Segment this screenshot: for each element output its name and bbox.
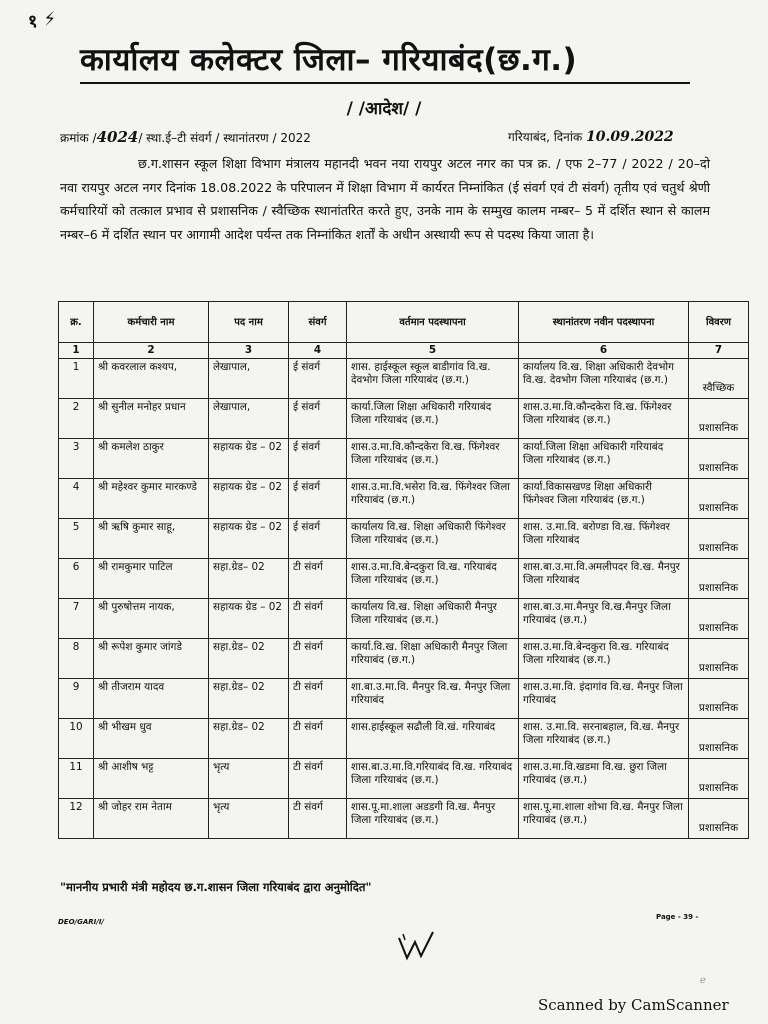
serial-cell: 11 — [59, 759, 94, 799]
new-posting-cell: शास. उ.मा.वि. बरोण्डा वि.ख. फिंगेश्वर जिला गरियाबंद — [519, 519, 689, 559]
column-number: 3 — [209, 343, 289, 359]
remark-cell: प्रशासनिक — [689, 479, 749, 519]
new-posting-cell: शास.उ.मा.वि. इंदागांव वि.ख. मैनपुर जिला गरियाबंद — [519, 679, 689, 719]
date-line — [508, 128, 674, 145]
remark-cell: स्वैच्छिक — [689, 359, 749, 399]
remark-cell: प्रशासनिक — [689, 439, 749, 479]
employee-name-cell: श्री तीजराम यादव — [94, 679, 209, 719]
ref-suffix: / स्था.ई–टी संवर्ग / स्थानांतरण / 2022 — [138, 131, 311, 145]
column-header: क्र. — [59, 302, 94, 343]
post-name-cell: सहायक ग्रेड – 02 — [209, 519, 289, 559]
cadre-cell: टी संवर्ग — [289, 599, 347, 639]
post-name-cell: लेखापाल, — [209, 359, 289, 399]
new-posting-cell: शास.उ.मा.वि.कौन्दकेरा वि.ख. फिंगेश्वर जिला गरियाबंद (छ.ग.) — [519, 399, 689, 439]
post-name-cell: भृत्य — [209, 799, 289, 839]
reference-line — [60, 128, 311, 146]
new-posting-cell: कार्या.जिला शिक्षा अधिकारी गरियाबंद जिला गरियाबंद (छ.ग.) — [519, 439, 689, 479]
new-posting-cell: शास.बा.उ.मा.मैनपुर वि.ख.मैनपुर जिला गरियाबंद (छ.ग.) — [519, 599, 689, 639]
current-posting-cell: शास.बा.उ.मा.वि.गरियाबंद वि.ख. गरियाबंद जिला गरियाबंद (छ.ग.) — [347, 759, 519, 799]
serial-cell: 6 — [59, 559, 94, 599]
ref-prefix: क्रमांक / — [60, 131, 97, 145]
cadre-cell: ई संवर्ग — [289, 359, 347, 399]
remark-cell: प्रशासनिक — [689, 799, 749, 839]
post-name-cell: सहा.ग्रेड– 02 — [209, 559, 289, 599]
table-row — [59, 359, 749, 399]
table-row — [59, 559, 749, 599]
column-number: 1 — [59, 343, 94, 359]
remark-cell: प्रशासनिक — [689, 759, 749, 799]
current-posting-cell: शास.पू.मा.शाला अडडगी वि.ख. मैनपुर जिला गरियाबंद (छ.ग.) — [347, 799, 519, 839]
ref-number: 4024 — [96, 128, 139, 146]
new-posting-cell: शास.उ.मा.वि.खडमा वि.ख. छुरा जिला गरियाबंद (छ.ग.) — [519, 759, 689, 799]
cadre-cell: टी संवर्ग — [289, 759, 347, 799]
cadre-cell: टी संवर्ग — [289, 799, 347, 839]
cadre-cell: ई संवर्ग — [289, 439, 347, 479]
page-title: कार्यालय कलेक्टर जिला– गरियाबंद(छ.ग.) — [80, 42, 578, 78]
cadre-cell: ई संवर्ग — [289, 479, 347, 519]
post-name-cell: सहा.ग्रेड– 02 — [209, 679, 289, 719]
scan-artifact: ℯ — [700, 975, 706, 986]
current-posting-cell: कार्या.जिला शिक्षा अधिकारी गरियाबंद जिला गरियाबंद (छ.ग.) — [347, 399, 519, 439]
cadre-cell: टी संवर्ग — [289, 639, 347, 679]
remark-cell: प्रशासनिक — [689, 719, 749, 759]
column-number: 4 — [289, 343, 347, 359]
post-name-cell: भृत्य — [209, 759, 289, 799]
serial-cell: 4 — [59, 479, 94, 519]
post-name-cell: लेखापाल, — [209, 399, 289, 439]
cadre-cell: टी संवर्ग — [289, 719, 347, 759]
new-posting-cell: कार्यालय वि.ख. शिक्षा अधिकारी देवभोग वि.ख. देवभोग जिला गरियाबंद (छ.ग.) — [519, 359, 689, 399]
table-row — [59, 679, 749, 719]
column-header: विवरण — [689, 302, 749, 343]
corner-mark: १ ⚡ — [26, 8, 58, 33]
serial-cell: 10 — [59, 719, 94, 759]
title-underline — [80, 82, 690, 84]
current-posting-cell: कार्यालय वि.ख. शिक्षा अधिकारी मैनपुर जिला गरियाबंद (छ.ग.) — [347, 599, 519, 639]
employee-name-cell: श्री ऋषि कुमार साहू, — [94, 519, 209, 559]
cadre-cell: टी संवर्ग — [289, 559, 347, 599]
employee-name-cell: श्री कमलेश ठाकुर — [94, 439, 209, 479]
column-header: स्थानांतरण नवीन पदस्थापना — [519, 302, 689, 343]
employee-name-cell: श्री महेश्वर कुमार मारकण्डे — [94, 479, 209, 519]
new-posting-cell: शास.पू.मा.शाला शोभा वि.ख. मैनपुर जिला गरियाबंद (छ.ग.) — [519, 799, 689, 839]
order-heading: / /आदेश/ / — [346, 99, 422, 119]
serial-cell: 2 — [59, 399, 94, 439]
serial-cell: 9 — [59, 679, 94, 719]
current-posting-cell: शास.उ.मा.वि.भसेरा वि.ख. फिंगेश्वर जिला गरियाबंद (छ.ग.) — [347, 479, 519, 519]
column-header: वर्तमान पदस्थापना — [347, 302, 519, 343]
new-posting-cell: शास.बा.उ.मा.वि.अमलीपदर वि.ख. मैनपुर जिला गरियाबंद — [519, 559, 689, 599]
employee-name-cell: श्री जोहर राम नेताम — [94, 799, 209, 839]
transfer-table — [58, 301, 749, 839]
serial-cell: 3 — [59, 439, 94, 479]
serial-cell: 1 — [59, 359, 94, 399]
cadre-cell: टी संवर्ग — [289, 679, 347, 719]
employee-name-cell: श्री पुरुषोत्तम नायक, — [94, 599, 209, 639]
post-name-cell: सहायक ग्रेड – 02 — [209, 439, 289, 479]
date-value: 10.09.2022 — [586, 129, 674, 145]
table-header-row — [59, 302, 749, 343]
column-number-row — [59, 343, 749, 359]
column-number: 6 — [519, 343, 689, 359]
post-name-cell: सहायक ग्रेड – 02 — [209, 479, 289, 519]
page-number: Page - 39 - — [656, 913, 699, 921]
serial-cell: 5 — [59, 519, 94, 559]
serial-cell: 12 — [59, 799, 94, 839]
column-header: संवर्ग — [289, 302, 347, 343]
column-header: कर्मचारी नाम — [94, 302, 209, 343]
new-posting-cell: शास. उ.मा.वि. सरनाबहाल, वि.ख. मैनपुर जिला गरियाबंद (छ.ग.) — [519, 719, 689, 759]
current-posting-cell: शास. हाईस्कूल स्कूल बाडीगांव वि.ख. देवभोग जिला गरियाबंद (छ.ग.) — [347, 359, 519, 399]
table-row — [59, 759, 749, 799]
table-row — [59, 719, 749, 759]
column-number: 5 — [347, 343, 519, 359]
signature-mark — [395, 928, 439, 968]
table-row — [59, 399, 749, 439]
table-row — [59, 799, 749, 839]
approval-note: "माननीय प्रभारी मंत्री महोदय छ.ग.शासन जिला गरियाबंद द्वारा अनुमोदित" — [60, 880, 372, 894]
employee-name-cell: श्री रूपेश कुमार जांगडे — [94, 639, 209, 679]
post-name-cell: सहा.ग्रेड– 02 — [209, 639, 289, 679]
remark-cell: प्रशासनिक — [689, 399, 749, 439]
table-row — [59, 599, 749, 639]
current-posting-cell: शास.उ.मा.वि.कौन्दकेरा वि.ख. फिंगेश्वर जिला गरियाबंद (छ.ग.) — [347, 439, 519, 479]
date-prefix: गरियाबंद, दिनांक — [508, 130, 583, 144]
current-posting-cell: कार्या.वि.ख. शिक्षा अधिकारी मैनपुर जिला गरियाबंद (छ.ग.) — [347, 639, 519, 679]
current-posting-cell: शास.उ.मा.वि.बेन्दकुरा वि.ख. गरियाबंद जिला गरियाबंद (छ.ग.) — [347, 559, 519, 599]
serial-cell: 8 — [59, 639, 94, 679]
table-row — [59, 479, 749, 519]
remark-cell: प्रशासनिक — [689, 559, 749, 599]
employee-name-cell: श्री सुनील मनोहर प्रधान — [94, 399, 209, 439]
column-number: 2 — [94, 343, 209, 359]
current-posting-cell: कार्यालय वि.ख. शिक्षा अधिकारी फिंगेश्वर जिला गरियाबंद (छ.ग.) — [347, 519, 519, 559]
scanner-watermark: Scanned by CamScanner — [538, 996, 729, 1014]
post-name-cell: सहायक ग्रेड – 02 — [209, 599, 289, 639]
new-posting-cell: शास.उ.मा.वि.बेन्दकुरा वि.ख. गरियाबंद जिला गरियाबंद (छ.ग.) — [519, 639, 689, 679]
cadre-cell: ई संवर्ग — [289, 399, 347, 439]
new-posting-cell: कार्या.विकासखण्ड शिक्षा अधिकारी फिंगेश्वर जिला गरियाबंद (छ.ग.) — [519, 479, 689, 519]
remark-cell: प्रशासनिक — [689, 679, 749, 719]
current-posting-cell: शास.हाईस्कूल सढौली वि.खं. गरियाबंद — [347, 719, 519, 759]
post-name-cell: सहा.ग्रेड– 02 — [209, 719, 289, 759]
remark-cell: प्रशासनिक — [689, 519, 749, 559]
column-header: पद नाम — [209, 302, 289, 343]
employee-name-cell: श्री भीखम धुव — [94, 719, 209, 759]
employee-name-cell: श्री आशीष भट्ट — [94, 759, 209, 799]
table-row — [59, 639, 749, 679]
current-posting-cell: शा.बा.उ.मा.वि. मैनपुर वि.ख. मैनपुर जिला गरियाबंद — [347, 679, 519, 719]
table-row — [59, 519, 749, 559]
remark-cell: प्रशासनिक — [689, 639, 749, 679]
employee-name-cell: श्री रामकुमार पाटिल — [94, 559, 209, 599]
footer-code: DEO/GARI/I/ — [58, 918, 104, 926]
employee-name-cell: श्री कवरलाल कश्यप, — [94, 359, 209, 399]
table-row — [59, 439, 749, 479]
serial-cell: 7 — [59, 599, 94, 639]
remark-cell: प्रशासनिक — [689, 599, 749, 639]
order-paragraph: छ.ग.शासन स्कूल शिक्षा विभाग मंत्रालय महानदी भवन नया रायपुर अटल नगर का पत्र क्र. / एफ 2–77 / 2022 / 20–दो नवा रायपुर अटल नगर दिनांक 18.08.2022 के परिपालन में शिक्षा विभाग में कार्यरत निम्नांकित (ई संवर्ग एवं टी संवर्ग) तृतीय एवं चतुर्थ श्रेणी कर्मचारियों को तत्काल प्रभाव से प्रशासनिक / स्वैच्छिक स्थानांतरित करते हुए, उनके नाम के सम्मुख कालम नम्बर– 5 में दर्शित स्थान से कालम नम्बर–6 में दर्शित स्थान पर आगामी आदेश पर्यन्त तक निम्नांकित शर्तों के अधीन अस्थायी रूप से पदस्थ किया जाता है। — [60, 156, 710, 242]
cadre-cell: ई संवर्ग — [289, 519, 347, 559]
column-number: 7 — [689, 343, 749, 359]
